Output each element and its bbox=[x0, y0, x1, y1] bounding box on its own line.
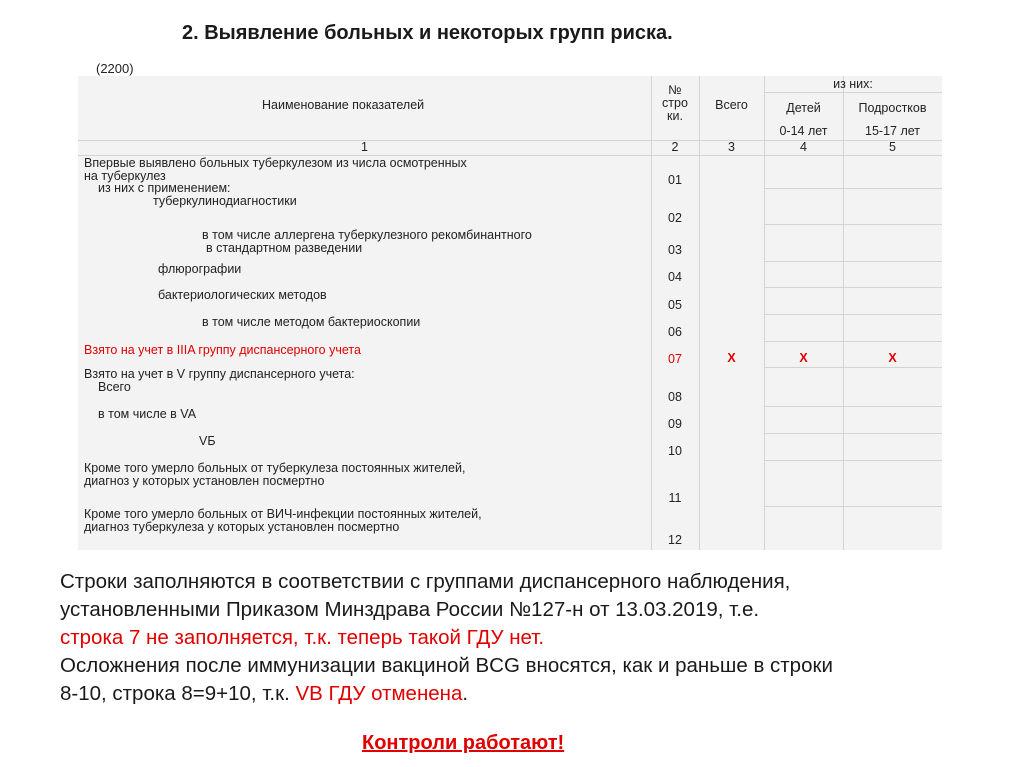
explanation-highlight: VB ГДУ отменена bbox=[295, 682, 463, 705]
col-number: 4 bbox=[800, 140, 807, 154]
row-number: 10 bbox=[668, 444, 682, 458]
row-number: 12 bbox=[668, 533, 682, 547]
row-number: 04 bbox=[668, 270, 682, 284]
header-children-line: 0-14 лет bbox=[779, 124, 828, 138]
grid-line bbox=[764, 224, 942, 225]
explanation-text bbox=[60, 568, 960, 708]
explanation-fragment: 8-10, строка 8=9+10, т.к. bbox=[60, 682, 296, 705]
grid-line bbox=[764, 287, 942, 288]
data-table bbox=[78, 76, 942, 550]
row-label: диагноз туберкулеза у которых установлен посмертно bbox=[84, 520, 400, 534]
explanation-line-highlight: строка 7 не заполняется, т.к. теперь такой ГДУ нет. bbox=[60, 626, 545, 649]
section-code: (2200) bbox=[96, 61, 134, 76]
header-teens-line: Подростков bbox=[858, 101, 927, 115]
header-name: Наименование показателей bbox=[262, 98, 425, 112]
row-label: бактериологических методов bbox=[158, 288, 327, 302]
explanation-line: Осложнения после иммунизации вакциной BCG вносятся, как и раньше в строки bbox=[60, 654, 833, 677]
row-number: 05 bbox=[668, 298, 682, 312]
row-label: Кроме того умерло больных от ВИЧ-инфекции постоянных жителей, bbox=[84, 507, 482, 521]
x-mark: X bbox=[888, 351, 897, 365]
header-teens bbox=[843, 97, 942, 143]
row-label: в том числе аллергена туберкулезного рекомбинантного bbox=[202, 228, 532, 242]
grid-line bbox=[764, 188, 942, 189]
header-rownum-line: ки. bbox=[667, 109, 683, 123]
row-label: диагноз у которых установлен посмертно bbox=[84, 474, 325, 488]
grid-line bbox=[764, 406, 942, 407]
header-rownum bbox=[651, 84, 699, 123]
grid-line bbox=[764, 506, 942, 507]
grid-line bbox=[764, 460, 942, 461]
header-total: Всего bbox=[715, 98, 748, 112]
page-title: 2. Выявление больных и некоторых групп риска. bbox=[182, 22, 673, 44]
row-label: в том числе методом бактериоскопии bbox=[202, 315, 421, 329]
row-label: из них с применением: bbox=[98, 181, 231, 195]
col-number: 5 bbox=[889, 140, 896, 154]
row-label: в том числе в VA bbox=[98, 407, 197, 421]
row-label: флюрографии bbox=[158, 262, 242, 276]
row-label: Кроме того умерло больных от туберкулеза постоянных жителей, bbox=[84, 461, 466, 475]
row-number: 07 bbox=[668, 352, 682, 366]
header-rownum-line: стро bbox=[662, 96, 688, 110]
row-label: VБ bbox=[199, 434, 216, 448]
row-number: 11 bbox=[668, 491, 682, 505]
row-number: 06 bbox=[668, 325, 682, 339]
grid-line bbox=[764, 341, 942, 342]
x-mark: X bbox=[799, 351, 808, 365]
row-label: Взято на учет в IIIA группу диспансерного учета bbox=[84, 343, 361, 357]
row-number: 09 bbox=[668, 417, 682, 431]
row-number: 02 bbox=[668, 211, 682, 225]
grid-line bbox=[764, 367, 942, 368]
explanation-line: Строки заполняются в соответствии с группами диспансерного наблюдения, bbox=[60, 570, 791, 593]
row-label: Впервые выявлено больных туберкулезом из числа осмотренных bbox=[84, 156, 467, 170]
row-label: на туберкулез bbox=[84, 169, 166, 183]
row-label: в стандартном разведении bbox=[206, 241, 363, 255]
row-label: туберкулинодиагностики bbox=[153, 194, 297, 208]
controls-note: Контроли работают! bbox=[362, 732, 565, 754]
explanation-line bbox=[60, 680, 960, 708]
explanation-line: установленными Приказом Минздрава России №127-н от 13.03.2019, т.е. bbox=[60, 598, 760, 621]
grid-line bbox=[764, 433, 942, 434]
row-number: 08 bbox=[668, 390, 682, 404]
col-number: 1 bbox=[361, 140, 368, 154]
grid-line bbox=[764, 92, 942, 93]
header-children-line: Детей bbox=[786, 101, 821, 115]
header-of-them: из них: bbox=[833, 77, 873, 91]
col-number: 2 bbox=[671, 140, 679, 154]
row-number: 01 bbox=[668, 173, 682, 187]
grid-line bbox=[764, 261, 942, 262]
col-number: 3 bbox=[728, 140, 735, 154]
row-label: Взято на учет в V группу диспансерного учета: bbox=[84, 367, 355, 381]
header-rownum-line: № bbox=[668, 83, 682, 97]
explanation-fragment: . bbox=[462, 682, 469, 705]
row-label: Всего bbox=[98, 380, 131, 394]
grid-line bbox=[764, 314, 942, 315]
header-children bbox=[764, 97, 843, 143]
header-teens-line: 15-17 лет bbox=[865, 124, 920, 138]
row-number: 03 bbox=[668, 243, 682, 257]
x-mark: X bbox=[727, 351, 736, 365]
